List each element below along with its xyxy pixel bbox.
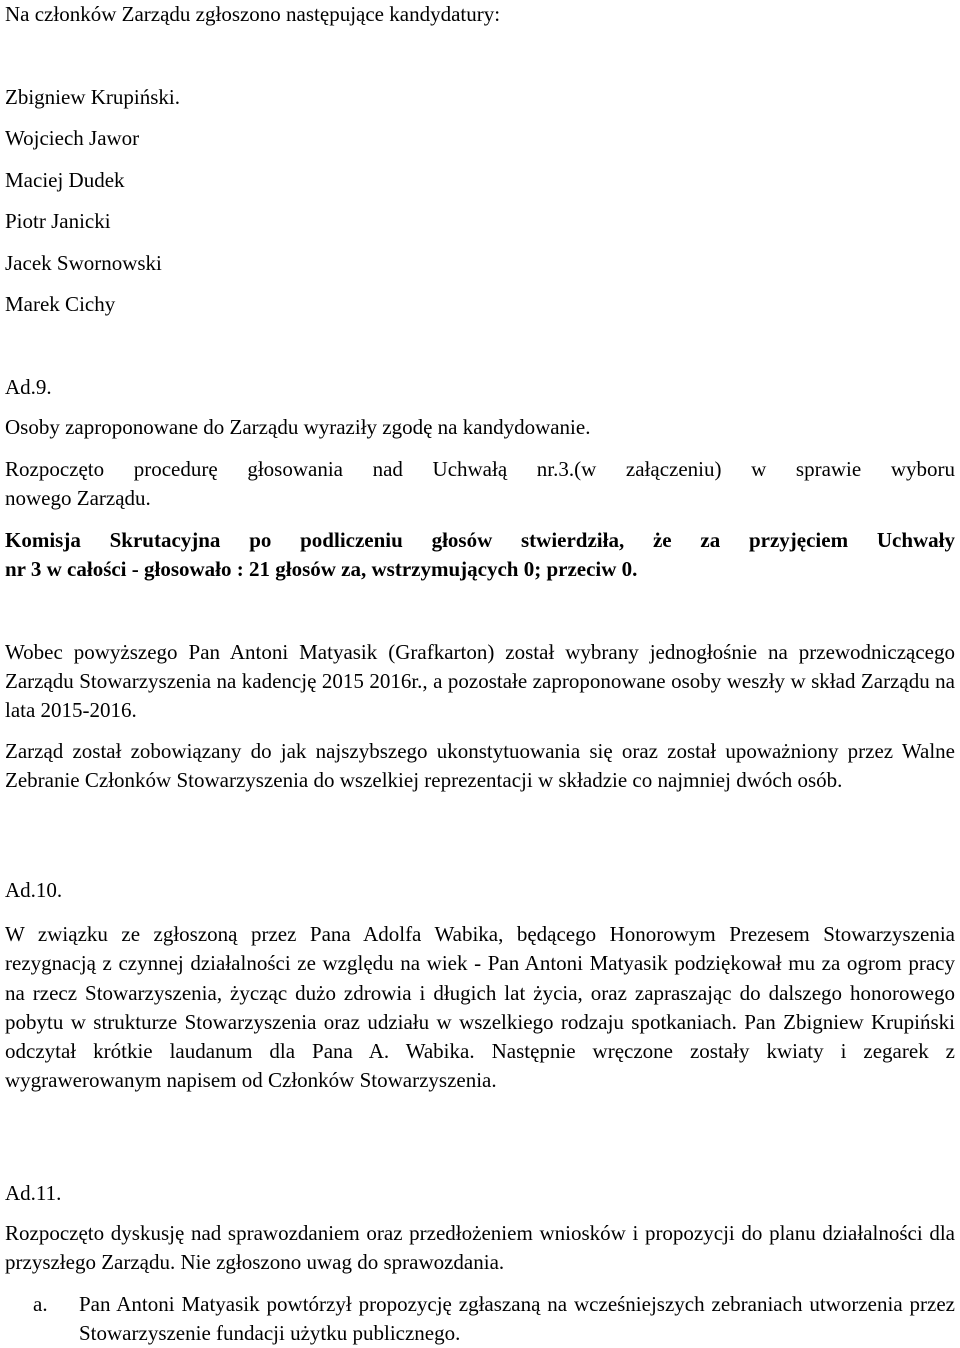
candidate-name: Jacek Swornowski — [5, 251, 162, 275]
ad9-procedure-line-2: nowego Zarządu. — [5, 486, 151, 510]
ad10-paragraph: W związku ze zgłoszoną przez Pana Adolfa Wabika, będącego Honorowym Prezesem Stowarzyszenia rezygnacją z czynnej działalności ze względu na wiek - Pan Antoni Matyasik podziękował mu za ogrom pracy na rzecz Stowarzyszenia, życząc dużo zdrowia i długich lat życia, oraz zapraszając do dalszego honorowego pobytu w strukturze Stowarzyszenia oraz udziału w wszelkiego rodzaju spotkaniach. Pan Zbigniew Krupiński odczytał krótkie laudanum dla Pana A. Wabika. Następnie wręczone zostały kwiaty i zegarek z wygrawerowanym napisem od Członków Stowarzyszenia. — [5, 922, 955, 1093]
ad11-heading: Ad.11. — [5, 1181, 62, 1205]
candidate-name: Zbigniew Krupiński. — [5, 85, 180, 109]
ad9-heading: Ad.9. — [5, 375, 52, 399]
candidate-name: Marek Cichy — [5, 292, 116, 316]
candidate-name: Maciej Dudek — [5, 168, 125, 192]
ad9-commission-line-2: nr 3 w całości - głosowało : 21 głosów za, wstrzymujących 0; przeciw 0. — [5, 557, 638, 581]
candidate-name: Wojciech Jawor — [5, 126, 140, 150]
ad11-paragraph: Rozpoczęto dyskusję nad sprawozdaniem oraz przedłożeniem wniosków i propozycji do planu działalności dla przyszłego Zarządu. Nie zgłoszono uwag do sprawozdania. — [5, 1221, 955, 1274]
intro-text: Na członków Zarządu zgłoszono następujące kandydatury: — [5, 2, 501, 26]
list-item-text: Pan Antoni Matyasik powtórzył propozycję zgłaszaną na wcześniejszych zebraniach utworzenia przez Stowarzyszenie fundacji użytku publicznego. — [79, 1292, 955, 1345]
candidate-name: Piotr Janicki — [5, 209, 111, 233]
ad9-result-paragraph: Wobec powyższego Pan Antoni Matyasik (Grafkarton) został wybrany jednogłośnie na przewodniczącego Zarządu Stowarzyszenia na kadencję 2015 2016r., a pozostałe zaproponowane osoby weszły w skład Zarządu na lata 2015-2016. — [5, 640, 955, 722]
ad9-commission-line-1: Komisja Skrutacyjna po podliczeniu głosów stwierdziła, że za przyjęciem Uchwały — [5, 528, 955, 552]
list-marker: a. — [33, 1292, 48, 1316]
ad9-procedure-line-1: Rozpoczęto procedurę głosowania nad Uchwałą nr.3.(w załączeniu) w sprawie wyboru — [5, 457, 955, 481]
ad9-consent-text: Osoby zaproponowane do Zarządu wyraziły zgodę na kandydowanie. — [5, 415, 591, 439]
ad9-obligation-paragraph: Zarząd został zobowiązany do jak najszybszego ukonstytuowania się oraz został upoważniony przez Walne Zebranie Członków Stowarzyszenia do wszelkiej reprezentacji w składzie co najmniej dwóch osób. — [5, 739, 955, 792]
ad10-heading: Ad.10. — [5, 878, 63, 902]
